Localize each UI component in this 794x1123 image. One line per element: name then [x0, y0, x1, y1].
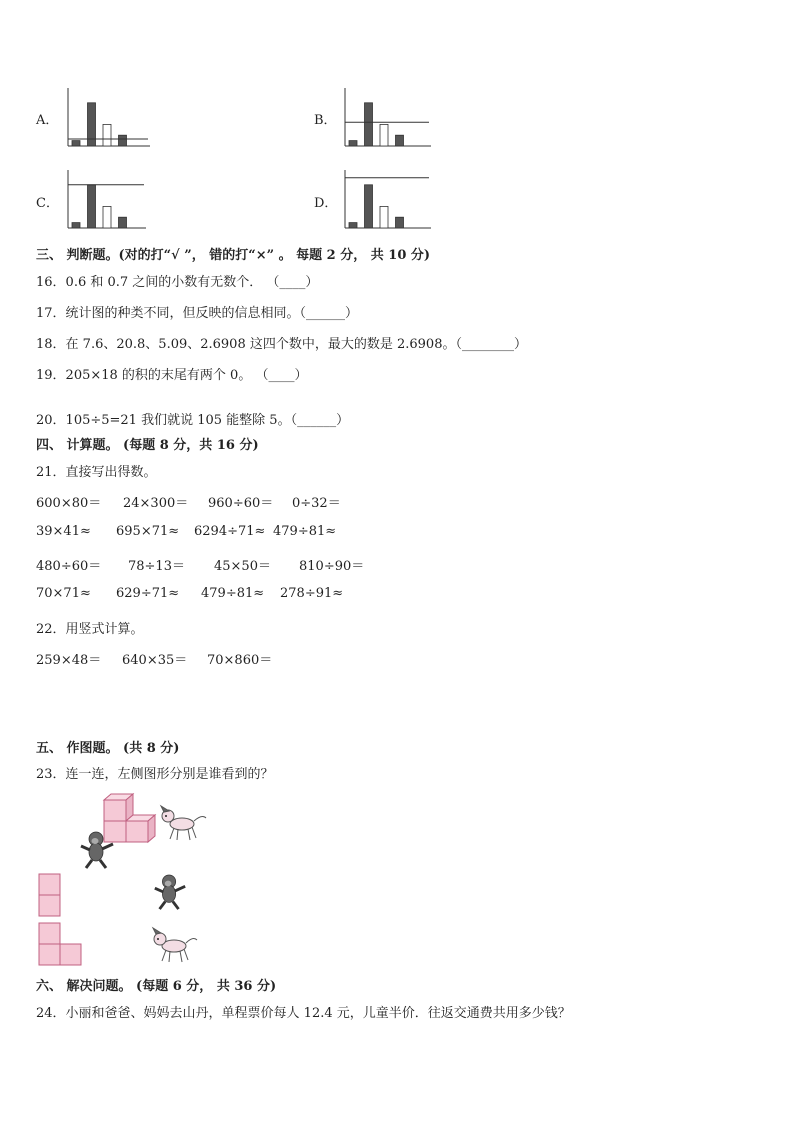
- view-shape-vertical: [38, 873, 62, 917]
- calc-cell: 695×71≈: [116, 524, 180, 539]
- calc-cell: 78÷13＝: [128, 559, 185, 574]
- option-a-bar: [103, 124, 111, 146]
- calc-cell: 0÷32＝: [292, 496, 341, 511]
- calc-cell: 70×860＝: [207, 653, 273, 668]
- section-5-title: 五、 作图题。 (共 8 分): [36, 741, 180, 756]
- calc-cell: 24×300＝: [123, 496, 189, 511]
- calc-cell: 640×35＝: [122, 653, 188, 668]
- question-24: 24．小丽和爸爸、妈妈去山丹，单程票价每人 12.4 元，儿童半价．往返交通费共用多少钱？: [36, 1006, 571, 1021]
- option-c-bar: [103, 206, 111, 228]
- option-b-bar: [380, 124, 388, 146]
- option-c-bar: [72, 223, 80, 228]
- option-d-bar: [380, 206, 388, 228]
- option-c-chart: [66, 170, 146, 230]
- option-a-chart: [66, 88, 150, 148]
- option-b-chart: [343, 88, 431, 148]
- option-a-label: A．: [36, 113, 59, 128]
- option-b-bar: [365, 103, 373, 146]
- question-22-title: 22．用竖式计算。: [36, 622, 144, 637]
- calc-cell: 278÷91≈: [280, 586, 344, 601]
- section-6-title: 六、 解决问题。 (每题 6 分， 共 36 分): [36, 979, 277, 994]
- calc-cell: 70×71≈: [36, 586, 91, 601]
- calc-cell: 810÷90＝: [299, 559, 365, 574]
- question-17: 17．统计图的种类不同，但反映的信息相同。（______）: [36, 306, 359, 321]
- question-19: 19．205×18 的积的末尾有两个 0。 （____）: [36, 368, 308, 383]
- option-d-chart: [343, 170, 431, 230]
- calc-cell: 479÷81≈: [273, 524, 337, 539]
- option-c-label: C．: [36, 196, 59, 211]
- calc-cell: 259×48＝: [36, 653, 102, 668]
- calc-cell: 600×80＝: [36, 496, 102, 511]
- calc-cell: 480÷60＝: [36, 559, 102, 574]
- question-20: 20．105÷5=21 我们就说 105 能整除 5。（______）: [36, 413, 350, 428]
- question-21-title: 21．直接写出得数。: [36, 465, 157, 480]
- section-4-title: 四、 计算题。 (每题 8 分，共 16 分): [36, 438, 259, 453]
- option-b-bar: [396, 135, 404, 146]
- option-d-bar: [349, 223, 357, 228]
- dog-icon: [150, 928, 198, 964]
- dog-icon: [160, 806, 208, 842]
- calc-cell: 629÷71≈: [116, 586, 180, 601]
- option-b-bar: [349, 141, 357, 146]
- option-c-bar: [119, 217, 127, 228]
- question-23: 23．连一连，左侧图形分别是谁看到的？: [36, 767, 274, 782]
- calc-cell: 479÷81≈: [201, 586, 265, 601]
- option-a-bar: [72, 141, 80, 146]
- question-16: 16．0.6 和 0.7 之间的小数有无数个． （____）: [36, 275, 319, 290]
- option-b-label: B．: [314, 113, 337, 128]
- section-3-title: 三、 判断题。(对的打“√ ”， 错的打“×” 。 每题 2 分， 共 10 分): [36, 248, 431, 263]
- calc-cell: 45×50＝: [214, 559, 271, 574]
- monkey-icon: [152, 872, 188, 912]
- option-d-bar: [365, 185, 373, 228]
- option-a-bar: [119, 135, 127, 146]
- option-d-bar: [396, 217, 404, 228]
- question-18: 18．在 7.6、20.8、5.09、2.6908 这四个数中，最大的数是 2.6908。（________）: [36, 337, 527, 352]
- option-d-label: D．: [314, 196, 338, 211]
- calc-cell: 39×41≈: [36, 524, 91, 539]
- option-a-bar: [88, 103, 96, 146]
- calc-cell: 960÷60＝: [208, 496, 274, 511]
- calc-cell: 6294÷71≈: [194, 524, 266, 539]
- option-c-bar: [88, 185, 96, 228]
- monkey-icon: [78, 830, 116, 870]
- view-shape-l: [38, 922, 84, 966]
